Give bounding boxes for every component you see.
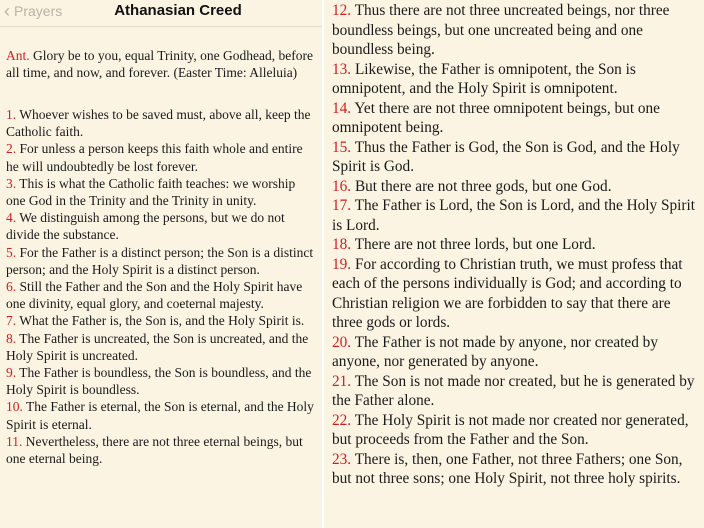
verse-text: The Father is boundless, the Son is boundless, and the Holy Spirit is boundless. xyxy=(6,365,312,398)
back-label: Prayers xyxy=(14,3,63,19)
verse-list-right xyxy=(324,0,704,489)
antiphon-label: Ant. xyxy=(6,47,30,63)
verse-number: 1. xyxy=(6,107,17,122)
verse-text: Whoever wishes to be saved must, above all, keep the Catholic faith. xyxy=(6,107,311,140)
verse xyxy=(6,175,316,209)
verse-text: Still the Father and the Son and the Holy Spirit have one divinity, equal glory, and coeternal majesty. xyxy=(6,279,303,312)
verse xyxy=(332,138,698,177)
verse-text: The Father is eternal, the Son is eternal, and the Holy Spirit is eternal. xyxy=(6,399,314,432)
verse xyxy=(332,333,698,372)
verse-number: 10. xyxy=(6,399,23,415)
verse-text: What the Father is, the Son is, and the Holy Spirit is. xyxy=(19,313,305,329)
verse xyxy=(6,398,316,432)
antiphon-text: Glory be to you, equal Trinity, one Godhead, before all time, and now, and forever. (Easter Time: Alleluia) xyxy=(6,47,313,80)
verse xyxy=(332,450,698,489)
verse-number: 17. xyxy=(332,197,352,214)
verse xyxy=(6,106,316,140)
page-title: Athanasian Creed xyxy=(114,2,242,19)
verse xyxy=(332,99,698,138)
verse xyxy=(332,196,698,235)
verse xyxy=(332,235,698,255)
verse-number: 14. xyxy=(332,99,352,117)
verse xyxy=(6,330,316,364)
verse-number: 3. xyxy=(6,175,17,191)
verse-number: 23. xyxy=(332,450,352,468)
verse-text: For unless a person keeps this faith whole and entire he will undoubtedly be lost forever. xyxy=(6,141,303,174)
verse-text: The Son is not made nor created, but he is generated by the Father alone. xyxy=(332,372,695,409)
verse-text: Yet there are not three omnipotent beings, but one omnipotent being. xyxy=(332,99,660,136)
left-pane xyxy=(0,0,322,528)
verse xyxy=(6,140,316,174)
verse xyxy=(332,1,698,60)
verse xyxy=(332,411,698,450)
verse-list-left xyxy=(0,95,322,467)
verse-number: 9. xyxy=(6,365,17,381)
verse-number: 15. xyxy=(332,138,352,156)
verse-number: 7. xyxy=(6,313,17,329)
verse-number: 12. xyxy=(332,2,352,19)
verse-text: For the Father is a distinct person; the Son is a distinct person; and the Holy Spirit is a distinct person. xyxy=(6,244,314,277)
verse xyxy=(6,209,316,243)
chevron-left-icon: ‹ xyxy=(4,1,10,21)
verse xyxy=(332,177,698,197)
verse-text: There is, then, one Father, not three Fathers; one Son, but not three sons; one Holy Spirit, not three holy spirits. xyxy=(332,450,683,487)
verse-number: 8. xyxy=(6,330,17,346)
verse-text: The Father is uncreated, the Son is uncreated, and the Holy Spirit is uncreated. xyxy=(6,330,309,363)
verse-number: 4. xyxy=(6,210,17,226)
verse xyxy=(6,244,316,278)
verse-text: Nevertheless, there are not three eternal beings, but one eternal being. xyxy=(6,433,303,467)
verse-number: 2. xyxy=(6,141,17,157)
verse xyxy=(332,60,698,99)
verse-number: 20. xyxy=(332,333,352,351)
antiphon xyxy=(0,41,322,82)
verse-text: The Holy Spirit is not made nor created nor generated, but proceeds from the Father and the Son. xyxy=(332,411,689,448)
verse-number: 19. xyxy=(332,255,352,273)
verse xyxy=(6,312,316,329)
verse-number: 21. xyxy=(332,372,352,390)
verse-text: Thus there are not three uncreated beings, nor three boundless beings, but one uncreated being and one boundless being. xyxy=(332,2,670,58)
verse-number: 11. xyxy=(6,433,23,449)
verse xyxy=(332,255,698,333)
verse xyxy=(332,372,698,411)
verse-text: There are not three lords, but one Lord. xyxy=(354,236,596,253)
verse-text: But there are not three gods, but one God. xyxy=(354,177,612,195)
verse-text: Thus the Father is God, the Son is God, and the Holy Spirit is God. xyxy=(332,138,680,175)
right-pane xyxy=(324,0,704,528)
verse-number: 13. xyxy=(332,60,352,78)
verse xyxy=(6,278,316,312)
verse-text: The Father is not made by anyone, nor created by anyone, nor generated by anyone. xyxy=(332,333,658,370)
verse-text: This is what the Catholic faith teaches: we worship one God in the Trinity and the Trinity in unity. xyxy=(6,175,296,209)
verse-number: 16. xyxy=(332,177,352,195)
verse-number: 18. xyxy=(332,236,352,253)
verse-text: The Father is Lord, the Son is Lord, and the Holy Spirit is Lord. xyxy=(332,197,695,234)
verse-text: We distinguish among the persons, but we do not divide the substance. xyxy=(6,210,285,243)
navbar xyxy=(0,0,322,27)
verse-text: Likewise, the Father is omnipotent, the Son is omnipotent, and the Holy Spirit is omnipotent. xyxy=(332,60,636,97)
verse xyxy=(6,364,316,398)
verse-number: 22. xyxy=(332,411,352,429)
verse-number: 6. xyxy=(6,279,17,295)
verse-number: 5. xyxy=(6,244,17,260)
verse xyxy=(6,433,316,467)
verse-text: For according to Christian truth, we must profess that each of the persons individually is God; and according to Christian religion we are forbidden to say that there are three gods or lords. xyxy=(332,255,683,331)
